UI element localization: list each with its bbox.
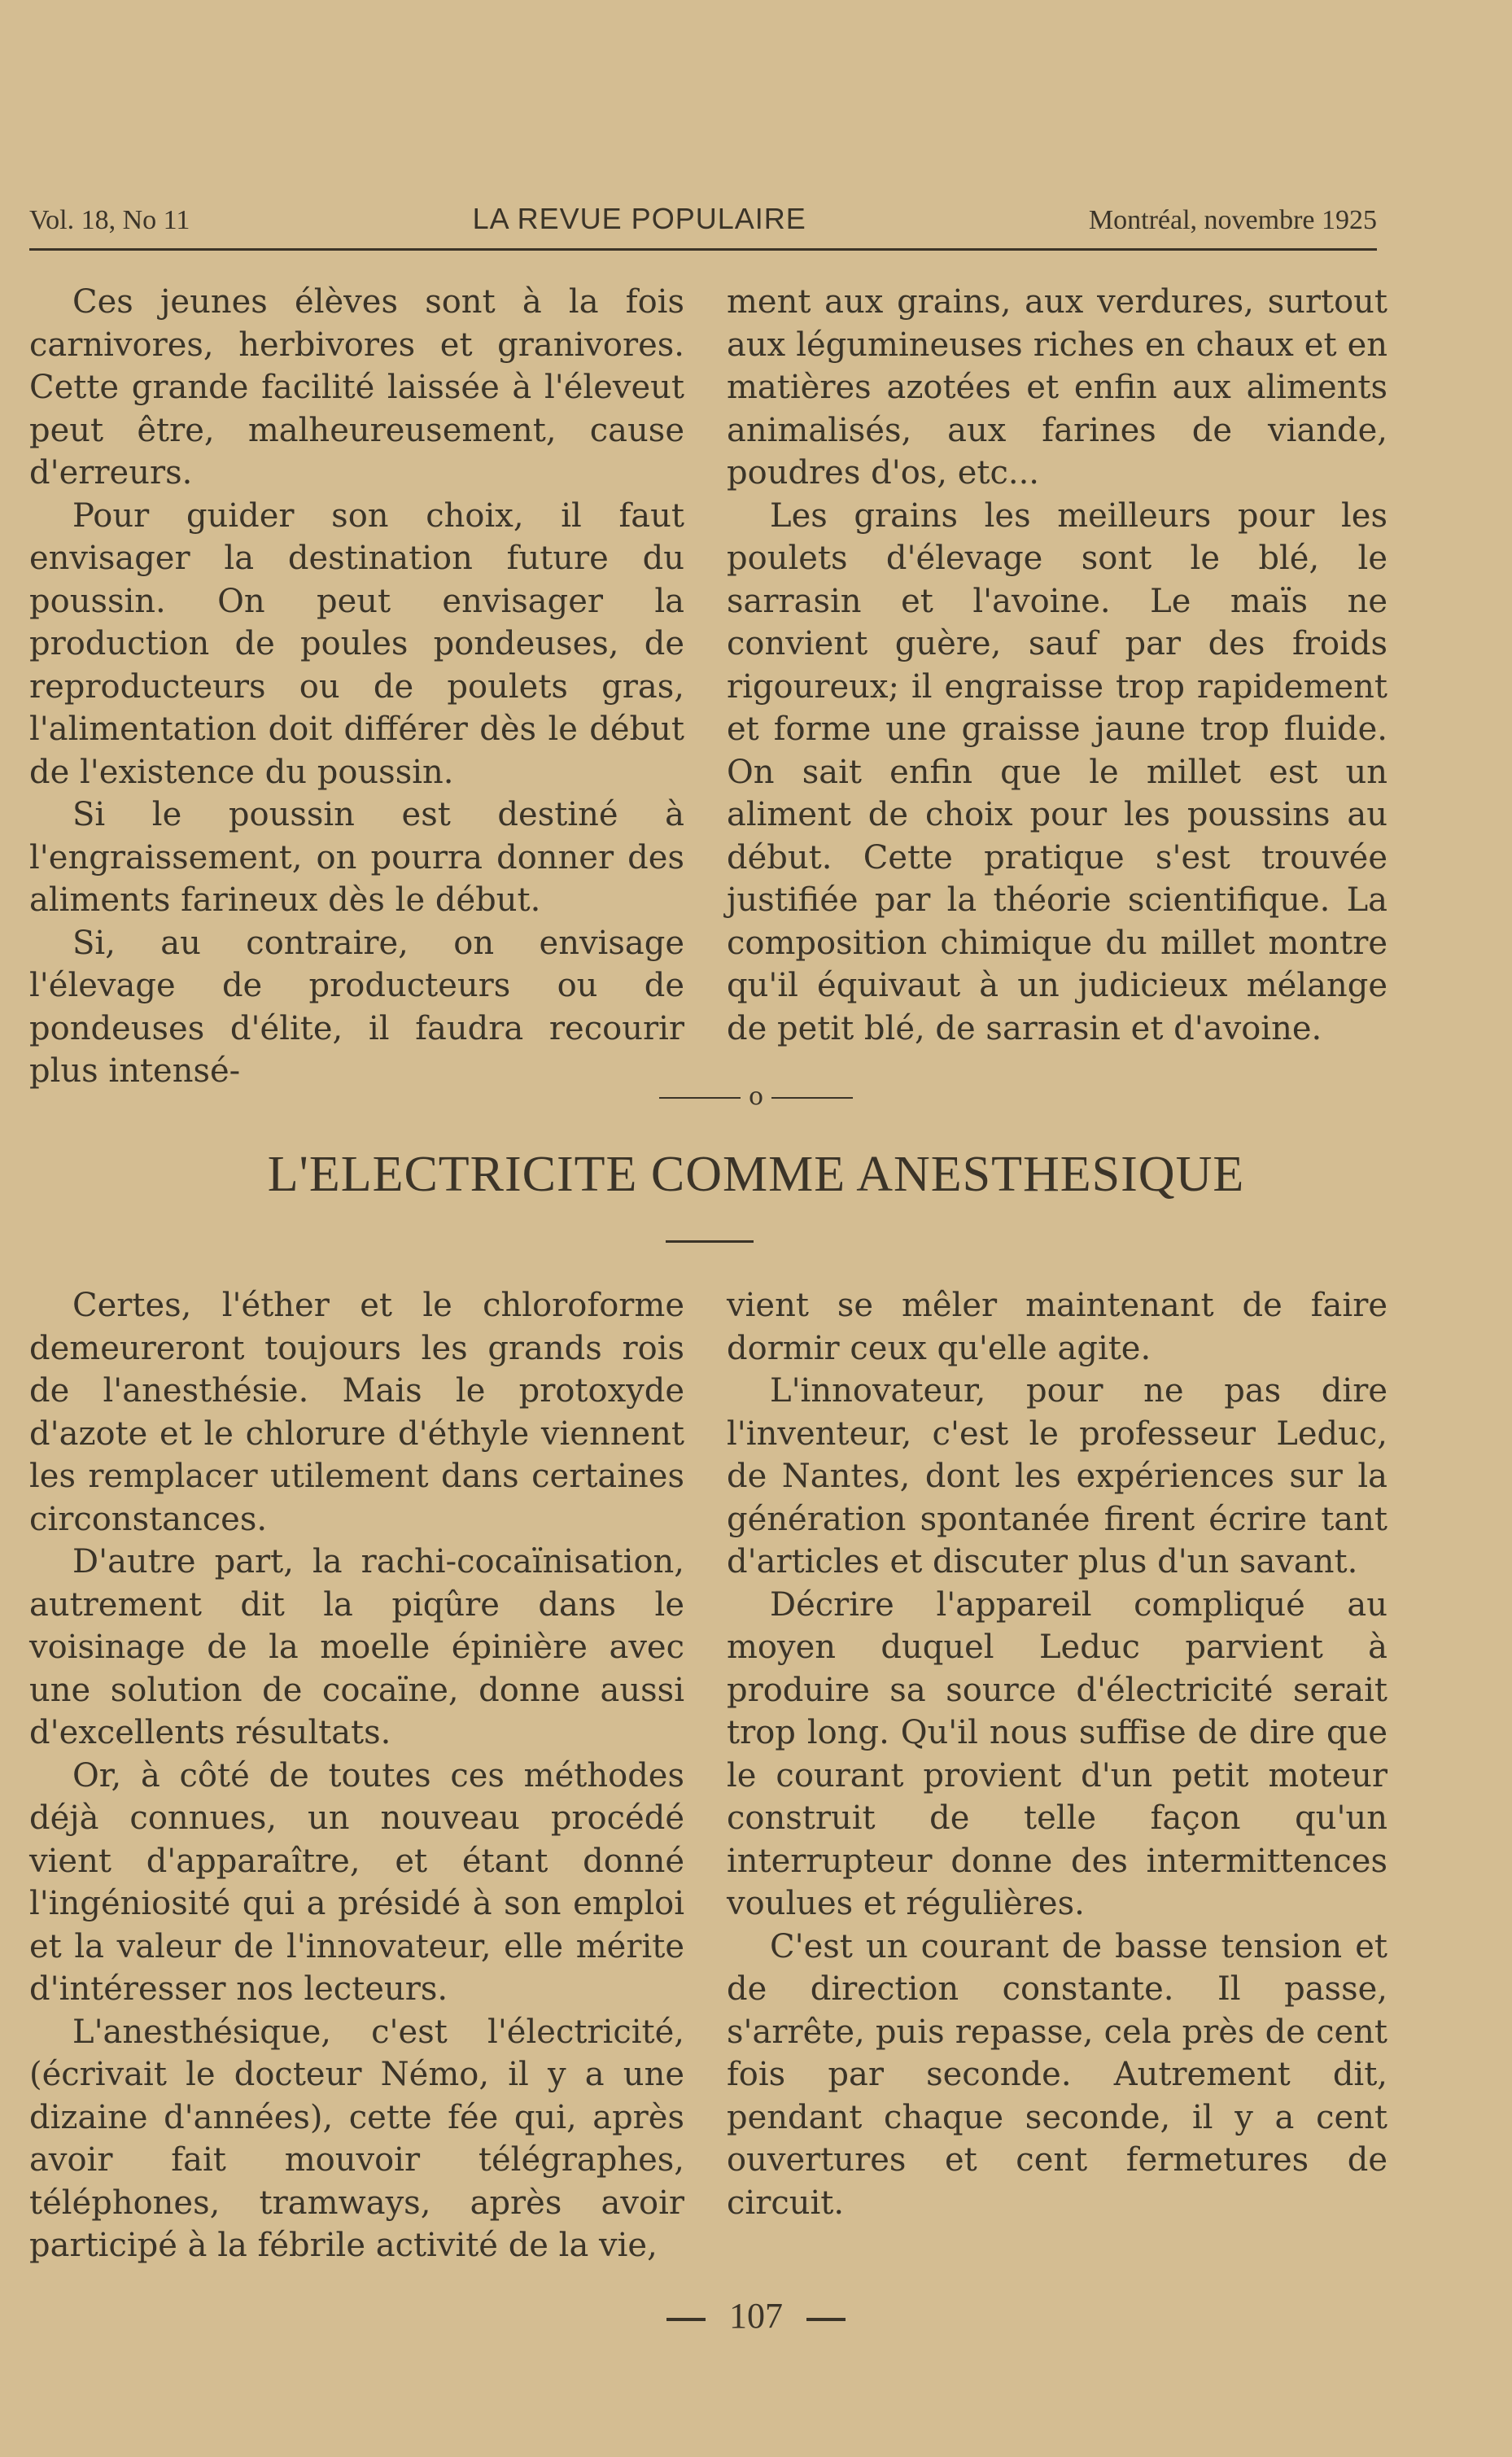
running-header — [29, 202, 1377, 238]
paragraph: vient se mêler maintenant de faire dormir ceux qu'elle agite. — [727, 1287, 1387, 1367]
article2-right-column — [727, 1284, 1387, 2224]
page-number: 107 — [729, 2296, 783, 2336]
paragraph: Si le poussin est destiné à l'engraissement, on pourra donner des aliments farineux dès le début. — [29, 796, 684, 919]
footer-dash-right — [806, 2318, 846, 2321]
paragraph: Certes, l'éther et le chloroforme demeureront toujours les grands rois de l'anesthésie. Mais le protoxyde d'azote et le chlorure d'éthyle viennent les remplacer utilement dans certaines circonstances. — [29, 1287, 684, 1538]
article2-left-column — [29, 1284, 684, 2267]
article1-right-column — [727, 281, 1387, 1050]
title-rule — [666, 1240, 754, 1243]
footer-dash-left — [666, 2318, 706, 2321]
dateline: Montréal, novembre 1925 — [1088, 205, 1377, 235]
paragraph: D'autre part, la rachi-cocaïnisation, autrement dit la piqûre dans le voisinage de la moelle épinière avec une solution de cocaïne, donne aussi d'excellents résultats. — [29, 1543, 684, 1751]
separator-line-left — [659, 1097, 741, 1099]
header-rule — [29, 248, 1377, 251]
article-title: L'ELECTRICITE COMME ANESTHESIQUE — [267, 1147, 1245, 1202]
paragraph: Or, à côté de toutes ces méthodes déjà connues, un nouveau procédé vient d'apparaître, et étant donné l'ingéniosité qui a présidé à son emploi et la valeur de l'innovateur, elle mérite d'intéresser nos lecteurs. — [29, 1756, 684, 2008]
separator-mark: o — [748, 1082, 764, 1111]
separator-line-right — [771, 1097, 853, 1099]
publication-title: LA REVUE POPULAIRE — [472, 202, 806, 235]
section-separator — [0, 1082, 1512, 1111]
volume-number: Vol. 18, No 11 — [29, 205, 190, 235]
paragraph: Pour guider son choix, il faut envisager la destination future du poussin. On peut envisager la production de poules pondeuses, de reproducteurs ou de poulets gras, l'alimentation doit différer dès le début de l'existence du poussin. — [29, 496, 684, 791]
paragraph: Les grains les meilleurs pour les poulets d'élevage sont le blé, le sarrasin et l'avoine. Le maïs ne convient guère, sauf par des froids rigoureux; il engraisse trop rapidement et forme une graisse jaune trop fluide. On sait enfin que le millet est un aliment de choix pour les poussins au début. Cette pratique s'est trouvée justifiée par la théorie scientifique. La composition chimique du millet montre qu'il équivaut à un judicieux mélange de petit blé, de sarrasin et d'avoine. — [727, 496, 1387, 1047]
paragraph: Décrire l'appareil compliqué au moyen duquel Leduc parvient à produire sa source d'électricité serait trop long. Qu'il nous suffise de dire que le courant provient d'un petit moteur construit de telle façon qu'un interrupteur donne des intermittences voulues et régulières. — [727, 1585, 1387, 1922]
paragraph: Ces jeunes élèves sont à la fois carnivores, herbivores et granivores. Cette grande facilité laissée à l'éleveut peut être, malheureusement, cause d'erreurs. — [29, 283, 684, 492]
paragraph: L'anesthésique, c'est l'électricité, (écrivait le docteur Némo, il y a une dizaine d'années), cette fée qui, après avoir fait mouvoir télégraphes, téléphones, tramways, après avoir participé à la fébrile activité de la vie, — [29, 2013, 684, 2264]
page-footer — [0, 2295, 1512, 2337]
paragraph: C'est un courant de basse tension et de direction constante. Il passe, s'arrête, puis repasse, cela près de cent fois par seconde. Autrement dit, pendant chaque seconde, il y a cent ouvertures et cent fermetures de circuit. — [727, 1927, 1387, 2222]
paragraph: L'innovateur, pour ne pas dire l'inventeur, c'est le professeur Leduc, de Nantes, dont les expériences sur la génération spontanée firent écrire tant d'articles et discuter plus d'un savant. — [727, 1372, 1387, 1580]
paragraph: Si, au contraire, on envisage l'élevage de producteurs ou de pondeuses d'élite, il faudra recourir plus intensé- — [29, 924, 684, 1090]
paragraph: ment aux grains, aux verdures, surtout aux légumineuses riches en chaux et en matières azotées et enfin aux aliments animalisés, aux farines de viande, poudres d'os, etc... — [727, 283, 1387, 492]
article1-left-column — [29, 281, 684, 1093]
